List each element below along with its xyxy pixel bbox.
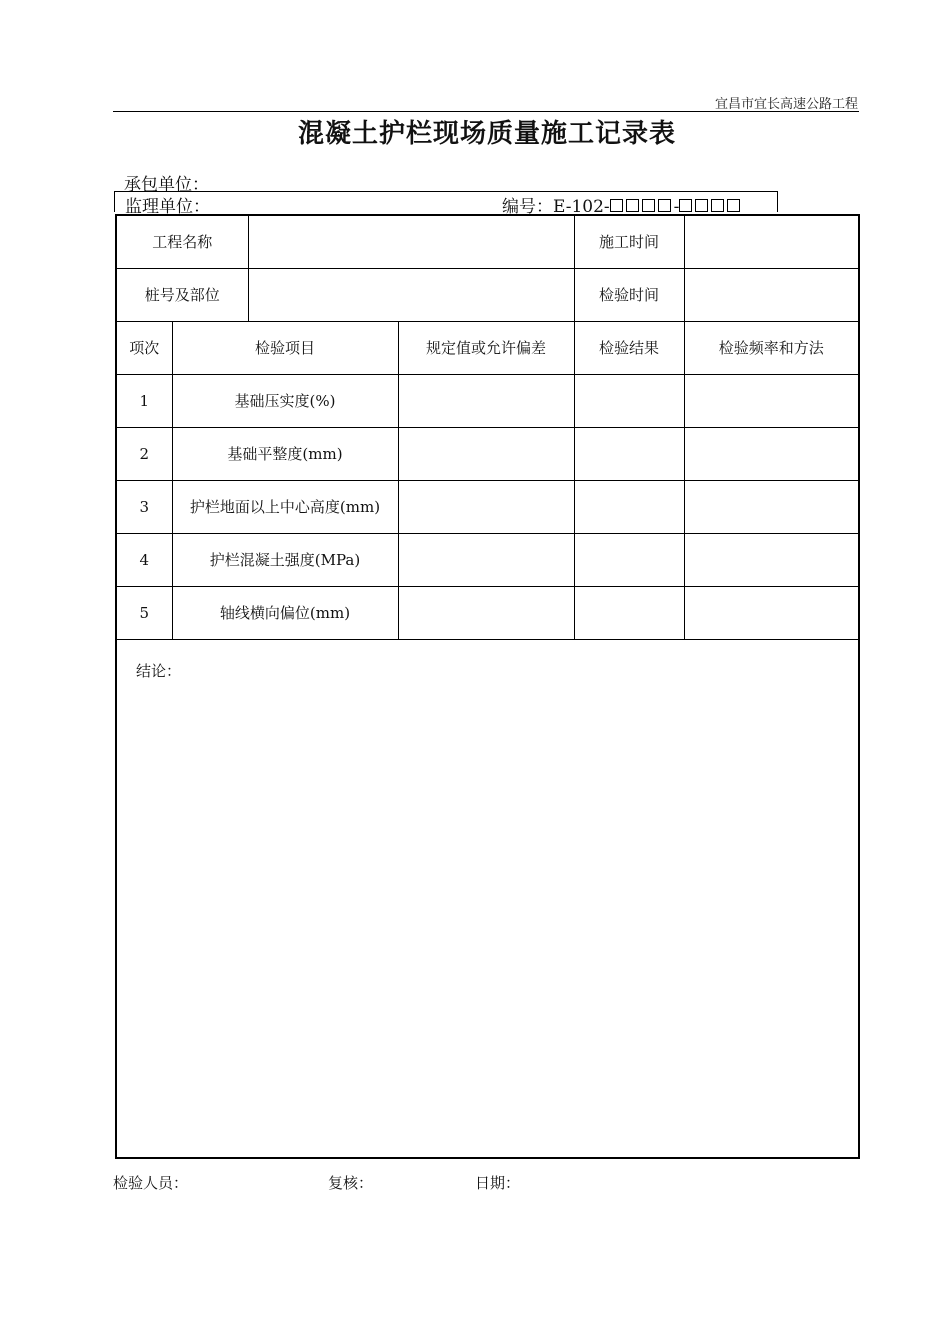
serial-digit-box[interactable] bbox=[727, 199, 740, 212]
row-spec-field[interactable] bbox=[398, 533, 574, 586]
header-item: 检验项目 bbox=[172, 321, 398, 374]
row-spec-field[interactable] bbox=[398, 480, 574, 533]
row-spec-field[interactable] bbox=[398, 374, 574, 427]
inspection-time-field[interactable] bbox=[684, 268, 859, 321]
serial-prefix: E-102- bbox=[553, 197, 610, 217]
inspector-label: 检验人员： bbox=[113, 1174, 189, 1192]
conclusion-label: 结论： bbox=[136, 661, 182, 680]
row-method-field[interactable] bbox=[684, 533, 859, 586]
table-row bbox=[116, 533, 859, 586]
row-no: 2 bbox=[116, 427, 172, 480]
project-name-header: 宜昌市宜长高速公路工程 bbox=[714, 97, 858, 112]
serial-digit-box[interactable] bbox=[695, 199, 708, 212]
row-no: 4 bbox=[116, 533, 172, 586]
serial-label: 编号： bbox=[502, 197, 553, 217]
row-method-field[interactable] bbox=[684, 427, 859, 480]
serial-digit-box[interactable] bbox=[642, 199, 655, 212]
header-result: 检验结果 bbox=[574, 321, 684, 374]
row-result-field[interactable] bbox=[574, 480, 684, 533]
project-name-field[interactable] bbox=[248, 215, 574, 268]
station-field[interactable] bbox=[248, 268, 574, 321]
row-result-field[interactable] bbox=[574, 427, 684, 480]
header-method: 检验频率和方法 bbox=[684, 321, 859, 374]
header-spec: 规定值或允许偏差 bbox=[398, 321, 574, 374]
row-spec-field[interactable] bbox=[398, 586, 574, 639]
row-item: 轴线横向偏位(mm) bbox=[172, 586, 398, 639]
row-item: 护栏混凝土强度(MPa) bbox=[172, 533, 398, 586]
info-row-project bbox=[116, 215, 859, 268]
table-row bbox=[116, 480, 859, 533]
info-row-station bbox=[116, 268, 859, 321]
inspection-time-label: 检验时间 bbox=[574, 268, 684, 321]
row-method-field[interactable] bbox=[684, 480, 859, 533]
conclusion-field[interactable] bbox=[116, 639, 859, 1158]
table-header-row bbox=[116, 321, 859, 374]
project-name-label: 工程名称 bbox=[116, 215, 248, 268]
supervisor-label: 监理单位： bbox=[125, 197, 210, 217]
review-label: 复核： bbox=[328, 1174, 374, 1192]
serial-digit-box[interactable] bbox=[711, 199, 724, 212]
conclusion-row bbox=[116, 639, 859, 1158]
row-result-field[interactable] bbox=[574, 586, 684, 639]
row-no: 1 bbox=[116, 374, 172, 427]
contractor-label: 承包单位： bbox=[124, 175, 209, 195]
row-result-field[interactable] bbox=[574, 533, 684, 586]
construction-time-field[interactable] bbox=[684, 215, 859, 268]
station-label: 桩号及部位 bbox=[116, 268, 248, 321]
meta-box bbox=[114, 191, 778, 217]
row-result-field[interactable] bbox=[574, 374, 684, 427]
serial-digit-box[interactable] bbox=[679, 199, 692, 212]
table-row bbox=[116, 374, 859, 427]
row-item: 基础平整度(mm) bbox=[172, 427, 398, 480]
page-title: 混凝土护栏现场质量施工记录表 bbox=[297, 119, 676, 149]
row-no: 5 bbox=[116, 586, 172, 639]
serial-dash: - bbox=[673, 197, 680, 217]
serial-digit-box[interactable] bbox=[626, 199, 639, 212]
row-item: 护栏地面以上中心高度(mm) bbox=[172, 480, 398, 533]
table-row bbox=[116, 586, 859, 639]
construction-time-label: 施工时间 bbox=[574, 215, 684, 268]
serial-digit-box[interactable] bbox=[610, 199, 623, 212]
serial-digit-box[interactable] bbox=[658, 199, 671, 212]
row-method-field[interactable] bbox=[684, 374, 859, 427]
header-rule bbox=[113, 111, 859, 112]
row-item: 基础压实度(%) bbox=[172, 374, 398, 427]
inspection-table bbox=[115, 214, 860, 1159]
row-no: 3 bbox=[116, 480, 172, 533]
date-label: 日期： bbox=[475, 1174, 521, 1192]
header-no: 项次 bbox=[116, 321, 172, 374]
table-row bbox=[116, 427, 859, 480]
row-method-field[interactable] bbox=[684, 586, 859, 639]
row-spec-field[interactable] bbox=[398, 427, 574, 480]
